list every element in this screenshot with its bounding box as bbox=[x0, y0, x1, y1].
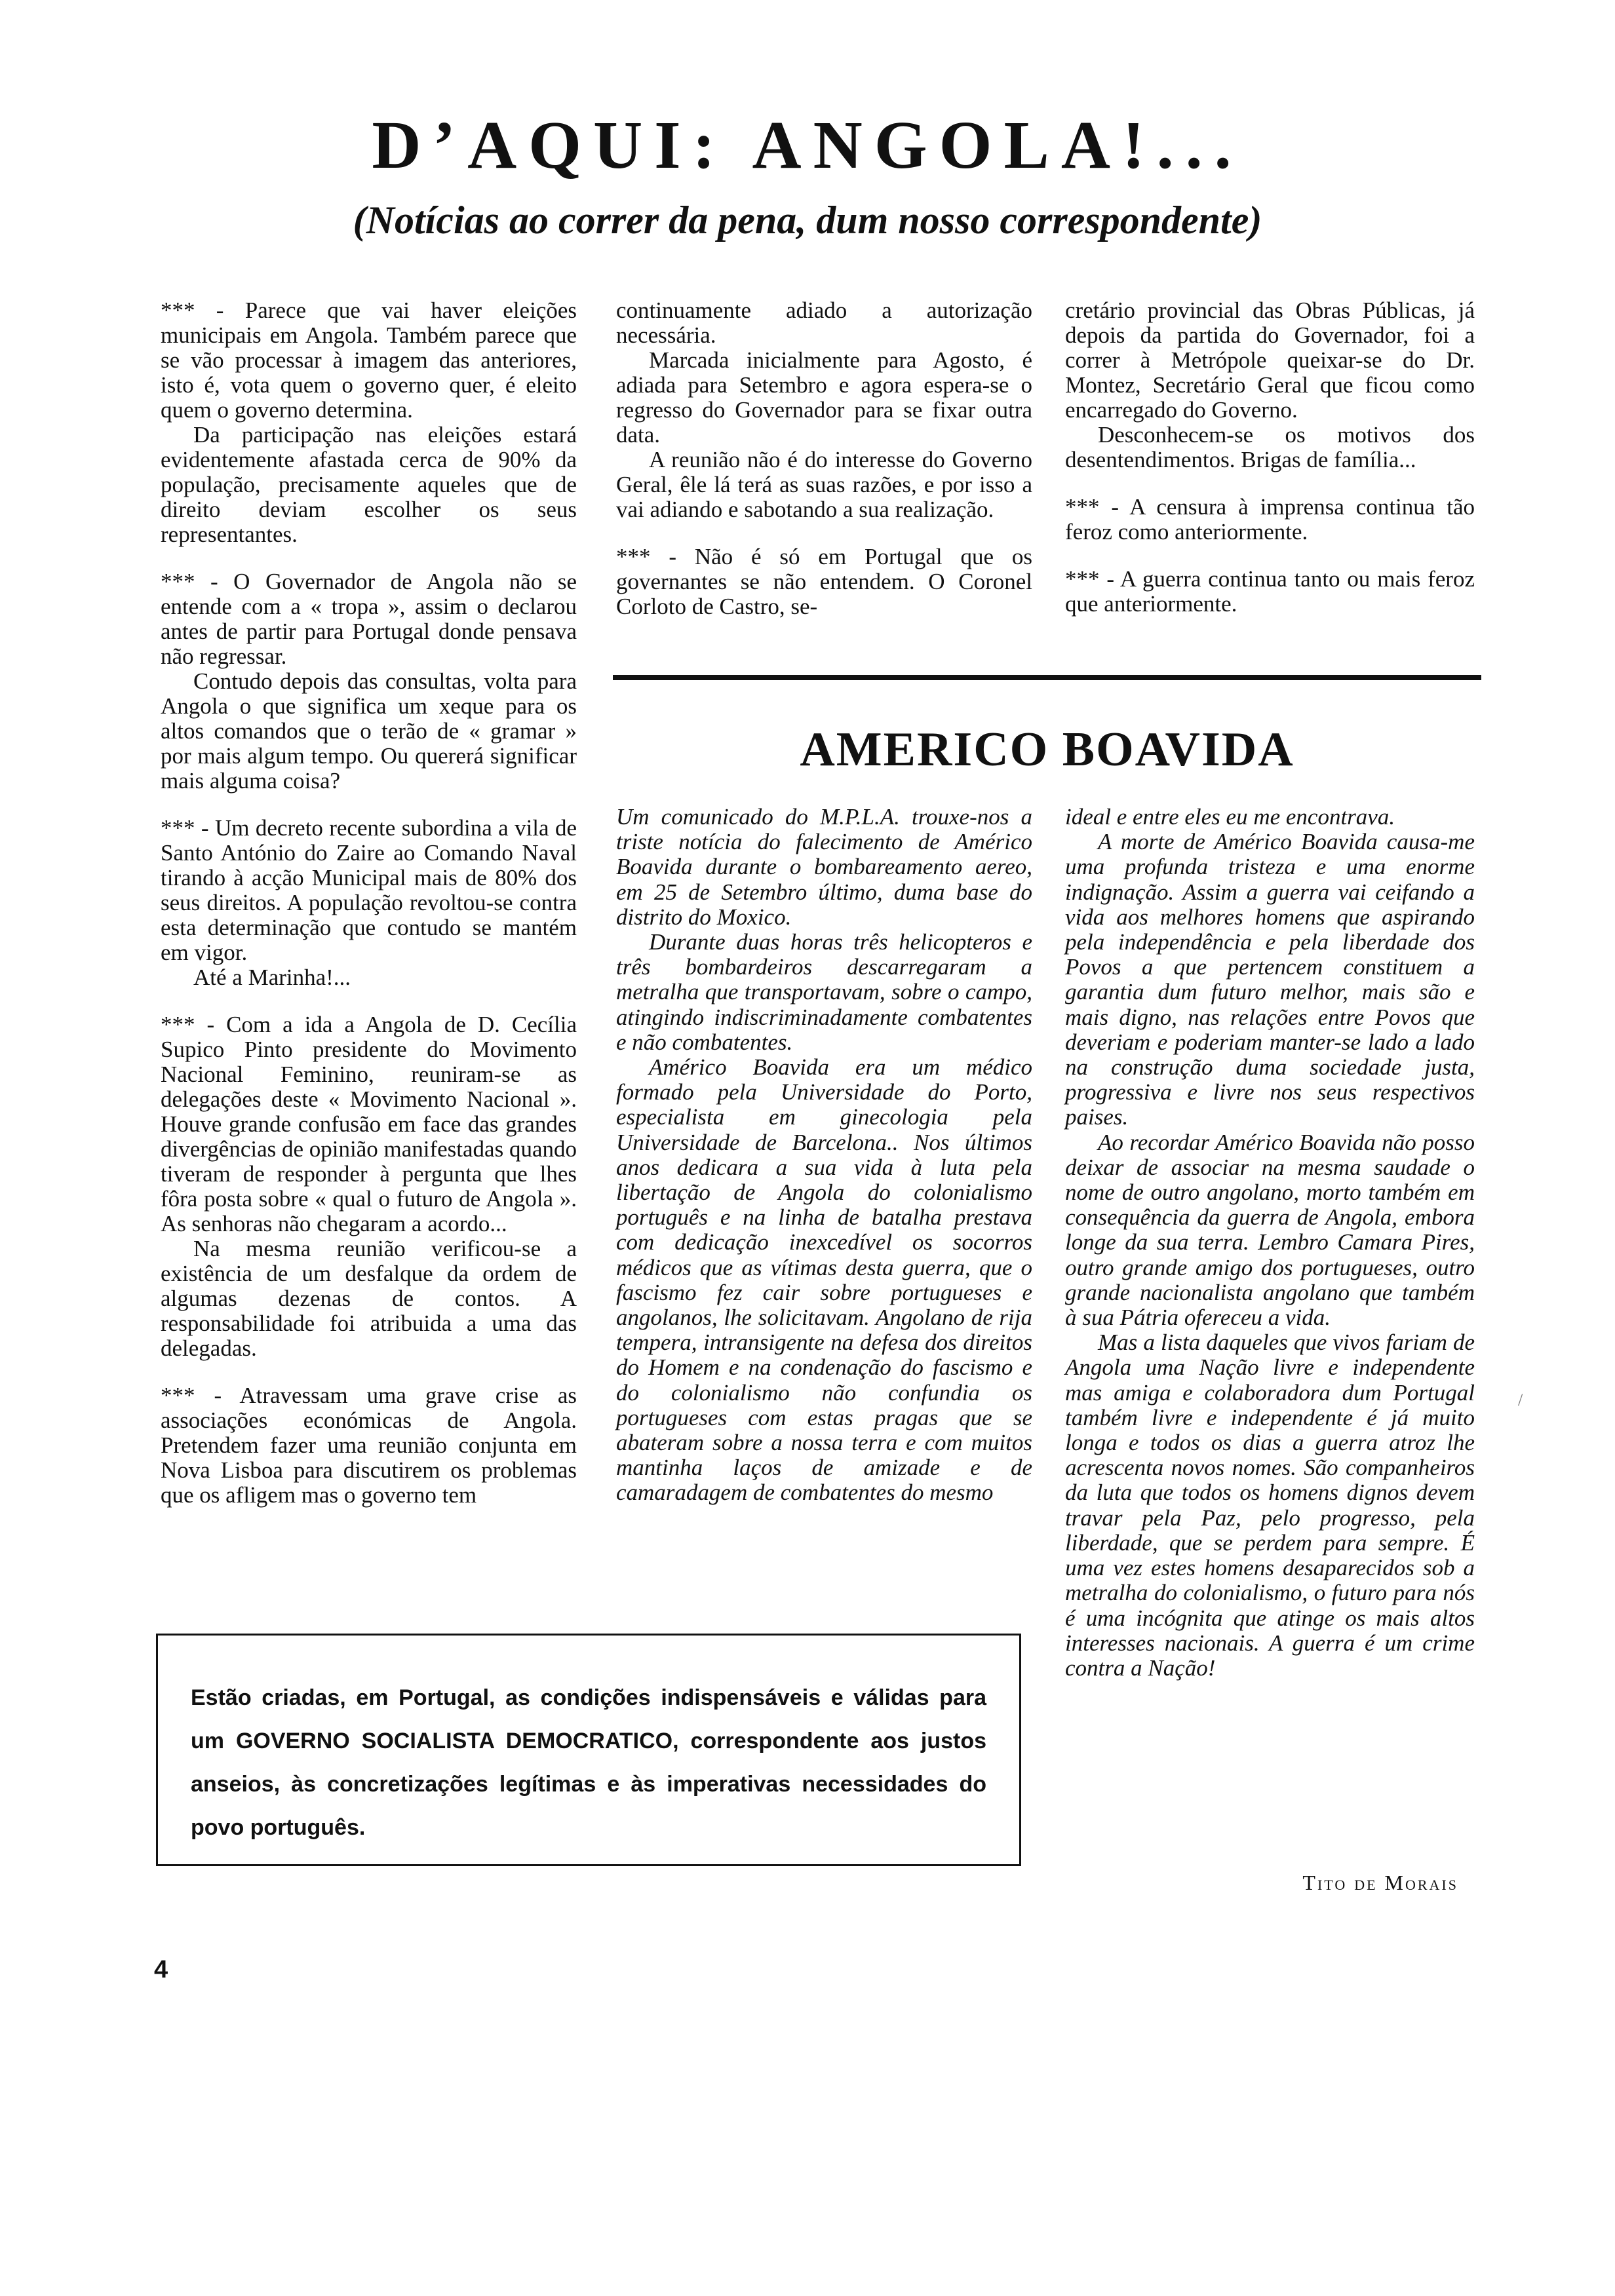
paragraph: Durante duas horas três helicopteros e três bombardeiros descarregaram a metralha que transportavam, sobre o campo, atingindo indiscriminadamente combatentes e não combatentes. bbox=[616, 929, 1032, 1055]
news-column-2 bbox=[616, 298, 1032, 619]
paragraph: Na mesma reunião verificou-se a existência de um desfalque da ordem de algumas dezenas de contos. A responsabilidade foi atribuida a uma das delegadas. bbox=[161, 1236, 577, 1361]
paragraph: ideal e entre eles eu me encontrava. bbox=[1065, 804, 1395, 830]
paragraph: cretário provincial das Obras Públicas, já depois da partida do Governador, foi a correr à Metrópole queixar-se do Dr. Montez, Secretário Geral que ficou como encarregado do Governo. bbox=[1065, 297, 1475, 423]
paragraph: Américo Boavida era um médico formado pela Universidade do Porto, especialista em ginecologia pela Universidade de Barcelona.. Nos últimos anos dedicara a sua vida à luta pela libertação de Angola do colonialismo português e na linha de batalha prestava com dedicação inexcedível os socorros médicos que as vítimas desta guerra, que o fascismo fez cair sobre portugueses e angolanos, lhe solicitavam. Angolano de rija tempera, intransigente na defesa dos direitos do Homem e na condenação do fascismo e do colonialismo não confundia os portugueses com estas pragas que se abateram sobre a nossa terra e com muitos mantinha laços de amizade e de camaradagem de combatentes do mesmo bbox=[616, 1054, 1032, 1506]
paragraph: A morte de Américo Boavida causa-me uma profunda tristeza e uma enorme indignação. Assim a guerra vai ceifando a vida aos melhores homens que aspirando pela independência e pela liberdade dos Povos a que pertencem constituem a garantia dum futuro melhor, mais são e mais digno, nas relações entre Povos que deveriam e poderiam manter-se lado a lado na construção duma sociedade justa, progressiva e livre nos seus respectivos paises. bbox=[1065, 829, 1475, 1130]
author-signature: Tito de Morais bbox=[1302, 1871, 1458, 1894]
paragraph: *** - Parece que vai haver eleições municipais em Angola. Também parece que se vão processar à imagem das anteriores, isto é, vota quem o governo quer, é eleito quem o governo determina. bbox=[161, 297, 577, 423]
paragraph: Da participação nas eleições estará evidentemente afastada cerca de 90% da população, precisamente aqueles que de direito deviam escolher os seus representantes. bbox=[161, 422, 577, 547]
paragraph: *** - A guerra continua tanto ou mais feroz que anteriormente. bbox=[1065, 566, 1475, 617]
paragraph: Um comunicado do M.P.L.A. trouxe-nos a triste notícia do falecimento de Américo Boavida durante o bombareamento aereo, em 25 de Setembro último, duma base do distrito do Moxico. bbox=[616, 804, 1032, 930]
statement-text: Estão criadas, em Portugal, as condições indispensáveis e válidas para um GOVERNO SOCIALISTA DEMOCRATICO, correspondente aos justos anseios, às concretizações legítimas e às imperativas necessidades do povo português. bbox=[191, 1685, 986, 1840]
paragraph: continuamente adiado a autorização necessária. bbox=[616, 297, 1032, 348]
article-column-2 bbox=[1065, 805, 1475, 1681]
news-column-3 bbox=[1065, 298, 1475, 617]
paragraph: Ao recordar Américo Boavida não posso deixar de associar na mesma saudade o nome de outro angolano, morto também em consequência da guerra de Angola, embora longe da sua terra. Lembro Camara Pires, outro grande amigo dos portugueses, outro grande nacionalista angolano que também à sua Pátria ofereceu a vida. bbox=[1065, 1129, 1475, 1331]
paragraph: Desconhecem-se os motivos dos desentendimentos. Brigas de família... bbox=[1065, 422, 1475, 472]
section-divider bbox=[613, 675, 1481, 680]
page-number: 4 bbox=[154, 1956, 168, 1983]
paragraph: Contudo depois das consultas, volta para Angola o que significa um xeque para os altos comandos que o terão de « gramar » por mais algum tempo. Ou quererá significar mais alguma coisa? bbox=[161, 668, 577, 794]
paragraph: *** - Com a ida a Angola de D. Cecília Supico Pinto presidente do Movimento Nacional Feminino, reuniram-se as delegações deste « Movimento Nacional ». Houve grande confusão em face das grandes divergências de opinião manifestadas quando tiveram de responder à pergunta que lhes fôra posta sobre « qual o futuro de Angola ». As senhoras não chegaram a acordo... bbox=[161, 1012, 577, 1236]
article-headline: AMERICO BOAVIDA bbox=[800, 723, 1294, 776]
paragraph: Mas a lista daqueles que vivos fariam de Angola uma Nação livre e independente mas amiga e colaboradora dum Portugal também livre e independente é já muito longa e todos os dias a guerra atroz lhe acrescenta novos nomes. São companheiros da luta que todos os homens dignos devem travar pela Paz, pelo progresso, pela liberdade, que se perdem para sempre. É uma vez estes homens desaparecidos sob a metralha do colonialismo, o futuro para nós é uma incógnita que atinge os mais altos interesses nacionais. A guerra é um crime contra a Nação! bbox=[1065, 1330, 1475, 1681]
margin-mark: / bbox=[1518, 1390, 1523, 1409]
paragraph: *** - Atravessam uma grave crise as associações económicas de Angola. Pretendem fazer uma reunião conjunta em Nova Lisboa para discutirem os problemas que os afligem mas o governo tem bbox=[161, 1383, 577, 1508]
paragraph: Até a Marinha!... bbox=[193, 965, 351, 990]
article-column-1 bbox=[616, 805, 1032, 1506]
page-title: D’AQUI: ANGOLA!... bbox=[372, 107, 1243, 183]
paragraph: A reunião não é do interesse do Governo Geral, êle lá terá as suas razões, e por isso a vai adiando e sabotando a sua realização. bbox=[616, 447, 1032, 522]
page-subtitle: (Notícias ao correr da pena, dum nosso correspondente) bbox=[353, 199, 1262, 242]
paragraph: *** - Não é só em Portugal que os governantes se não entendem. O Coronel Corloto de Castro, se- bbox=[616, 544, 1032, 619]
paragraph: Marcada inicialmente para Agosto, é adiada para Setembro e agora espera-se o regresso do Governador para se fixar outra data. bbox=[616, 347, 1032, 448]
paragraph: *** - O Governador de Angola não se entende com a « tropa », assim o declarou antes de partir para Portugal donde pensava não regressar. bbox=[161, 569, 577, 669]
paragraph: *** - A censura à imprensa continua tão feroz como anteriormente. bbox=[1065, 494, 1475, 545]
statement-box bbox=[156, 1634, 1021, 1866]
paragraph: *** - Um decreto recente subordina a vila de Santo António do Zaire ao Comando Naval tirando à acção Municipal mais de 80% dos seus direitos. A população revoltou-se contra esta determinação que contudo se mantém em vigor. bbox=[161, 815, 577, 965]
news-column-1 bbox=[161, 298, 577, 1508]
